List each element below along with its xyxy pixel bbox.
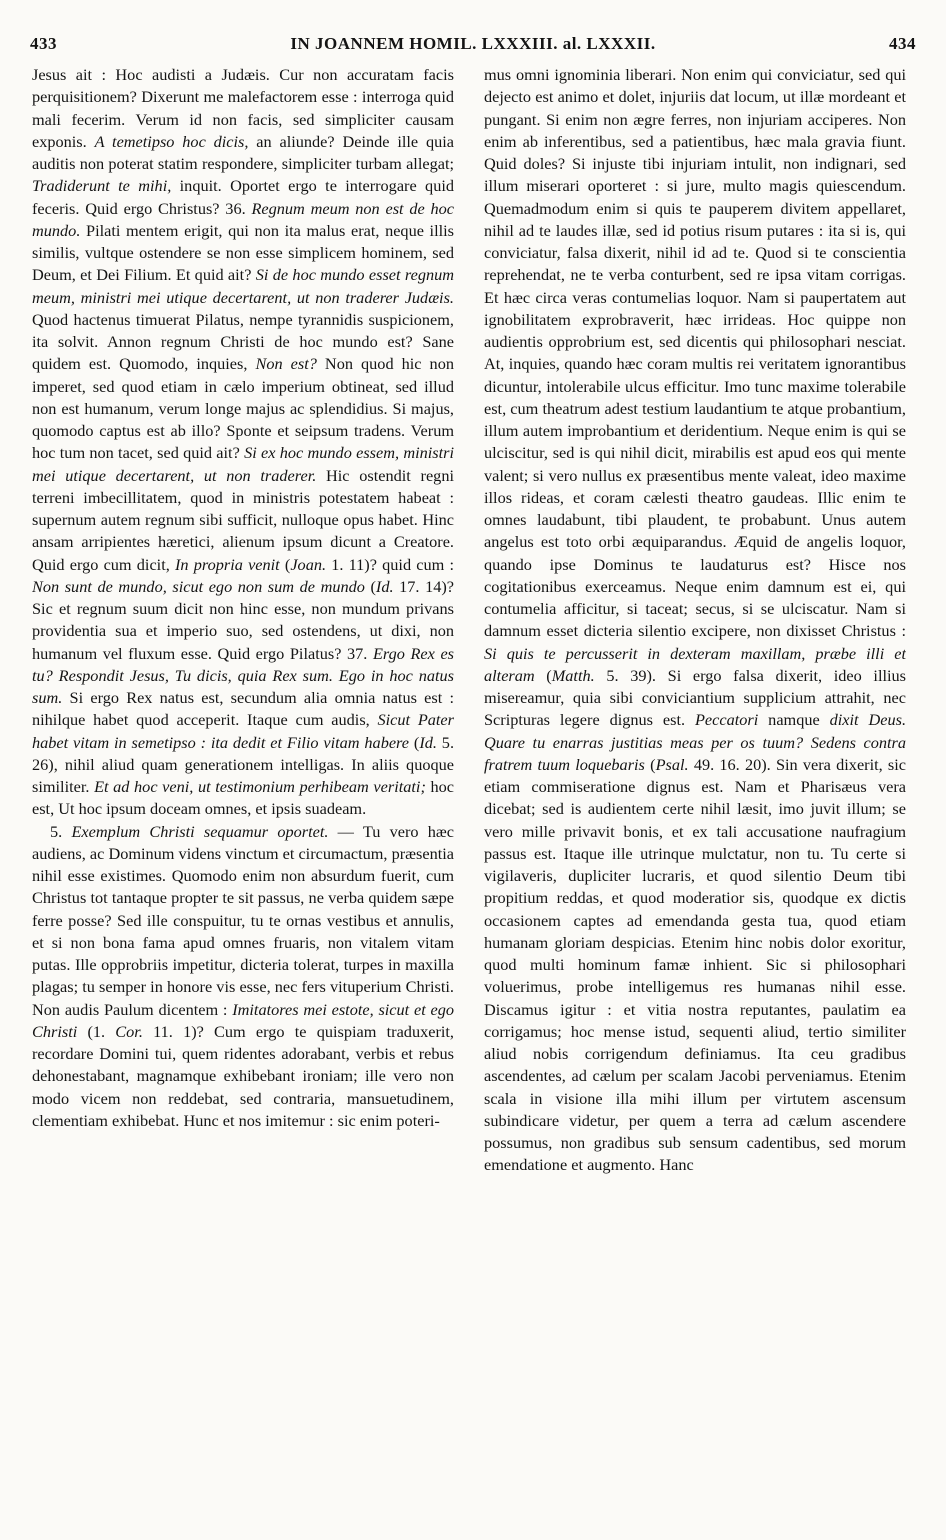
italic-run: A temetipso hoc dicis, [94,131,249,151]
text-run: (1. [77,1021,116,1041]
text-run: ( [534,665,552,685]
text-run: inquit. Oportet ergo te interrogare quid feceris. Quid ergo Christus? 36. [32,176,454,218]
paragraph [32,64,454,821]
text-run: Pilati mentem erigit, qui non ita malus erat, neque illis similis, vultque ostendere se non esse simplicem hominem, sed Deum, et Dei Filium. Et quid ait? [32,220,454,285]
left-column [32,64,454,1524]
italic-run: Non est? [255,354,317,374]
paragraph [32,821,454,1133]
italic-run: Exemplum Christi sequamur oportet. [71,821,329,841]
text-run: 5. [50,821,72,841]
running-header [30,34,916,64]
text-run: Hic ostendit regni terreni imbecillitatem, quod in ministris potestatem habeat : supernum autem regnum sibi sufficit, nulloque opus habet. Hinc ansam arripientes hæretici, alienum ipsum dicunt a Creatore. Quid ergo cum dicit, [32,465,454,574]
text-run: — Tu vero hæc audiens, ac Dominum videns vinctum et circumactum, præsentia nihil esse existimes. Quomodo enim non absurdum fuerit, cum Christus tot tantaque propter te sit passus, ne verba quidem sæpe ferre posse? Sed ille conspuitur, tu te ornas vestibus et annulis, et si non bona fama apud omnes fruaris, non vitalem vitam putas. Ille opprobriis impetitur, dicteria tolerat, turpes in maxilla plagas; tu semper in honore vis esse, nec fers vituperium Christi. Non audis Paulum dicentem : [32,821,454,1019]
text-run: 5. 26), nihil aliud quam generationem intelligas. In aliis quoque similiter. [32,732,454,796]
italic-run: Matth. [551,665,595,685]
italic-run: Imitatores mei estote, sicut et ego Christi [32,999,454,1041]
italic-run: Et ad hoc veni, ut testimonium perhibeam veritati; [94,777,426,796]
text-run: Si ergo Rex natus est, secundum alia omnia natus est : nihilque habet quod acceperit. Itaque cum audis, [32,688,454,730]
italic-run: Ergo Rex es tu? Respondit Jesus, Tu dicis, quia Rex sum. Ego in hoc natus sum. [32,643,454,707]
italic-run: Psal. [655,754,689,774]
running-title: IN JOANNEM HOMIL. LXXXIII. al. LXXXII. [290,34,656,53]
text-run: 49. 16. 20). Sin vera dixerit, sic etiam commiseratione dignus est. Nam et Pharisæus vera dicebat; sed is audientem certe nihil læsit, imo juvit illum; se vero mille privavit bonis, et ex tali accusatione naufragium passus est. Itaque ille utrinque mulctatur, non tu. Tu certe si vigilaveris, dupliciter lucraris, et quod silentio Deum tibi propitium reddas, et quod moderatior sis, quodque ex dictis occasionem captes ad emendanda gesta tua, quod etiam humanam gloriam despicias. Etenim hinc nobis dolor exoritur, quod multi hominum famæ inhient. Sic si philosophari voluerimus, probe intelligemus res humanas nihil esse. Discamus igitur : et vitia nostra reputantes, paulatim ea corrigamus; hoc mense istud, sequenti aliud, tertio similiter aliud nobis corrigendum definiamus. Ita ceu gradibus ascendentes, ad cælum per scalam Jacobi perveniamus. Etenim scala in visione illa mihi illum per virtutem ascensum subindicare videtur, per quem a terra ad cælum ascendere possumus, non gradibus sub sensum cadentibus, sed morum emendatione et augmento. Hanc [484,754,906,1175]
italic-run: Tradiderunt te mihi, [32,176,172,196]
italic-run: Joan. [290,554,327,574]
italic-run: Sicut Pater habet vitam in semetipso : ita dedit et Filio vitam habere [32,710,454,752]
text-run: mus omni ignominia liberari. Non enim qui conviciatur, sed qui dejecto est animo et dolet, injuriis dat locum, ut illæ mordeant et pungant. Si enim non ægre ferres, non injuriam acciperes. Non enim ab inferentibus, sed a patientibus, hæc mala gravia fiunt. Quid doles? Si injuste tibi injuriam intulit, non indignari, sed illum miserari oporteret : si jure, multo magis quiescendum. Quemadmodum enim si quis te pauperem divitem appellaret, nihil ad te laudes illæ, sed id potius risum putares : ita si is, qui conviciatur, falsa dixerit, nihil id ad te. Quod si te conscientia reprehendat, ne te verba conturbent, sed re ipsa vitam corrigas. Et hæc circa veras contumelias loquor. Nam si paupertatem aut ignobilitatem exprobraverit, hæc irrideas. Hoc quippe non audientis opprobrium est, sed dicentis qui philosophari nesciat. At, inquies, quando hæc coram multis rei veritatem ignorantibus dicuntur, intolerabile ulcus efficitur. Imo tunc maxime tolerabile est, cum theatrum adest testium laudantium te atque probantium, illum autem improbantium et deridentium. Neque enim is qui se ulciscitur, sed is qui nihil dicit, mirabilis est apud eos qui mente valent; si vero nullus ex præsentibus mente valeat, ideo maxime illos rideas, et coram cælesti theatro gaudeas. Illic enim te omnes laudabunt, tibi plaudent, te probabunt. Unus autem angelus est toto orbi æquiparandus. Æquid de angelis loquor, quando ipse Dominus te laudaturus est? Hisce nos cogitationibus exerceamus. Neque enim damnum est ei, qui contumelia afficitur, si taceat; secus, si se ulciscatur. Nam si damnum esset dicteria silentio excipere, non dixisset Christus : [484,65,906,641]
page-number-right: 434 [889,34,916,53]
text-run: Non quod hic non imperet, sed quod etiam in cælo imperium obtineat, sed illud non est humanum, verum longe majus ac splendidius. Si majus, quomodo captus est ab illo? Sponte et seipsum tradens. Verum hoc tum non tacet, sed quid ait? [32,354,454,463]
italic-run: Id. [375,576,394,596]
text-run: ( [364,576,376,596]
text-run: namque [758,710,830,730]
text-run: 11. 1)? Cum ergo te quispiam traduxerit, recordare Domini tui, quem ridentes adorabant, verbis et rebus dehonestabant, magnamque exhibebant ironiam; ille vero non modo vicem non reddebat, sed contraria, mansuetudinem, clementiam exhibebat. Hunc et nos imitemur : sic enim poteri- [32,1021,454,1130]
italic-run: Cor. [115,1021,143,1041]
text-run: Quod hactenus timuerat Pilatus, nempe tyrannidis suspicionem, ita solvit. Annon regnum Christi de hoc mundo est? Sane quidem est. Quomodo, inquies, [32,309,454,374]
right-column [484,64,906,1524]
italic-run: Regnum meum non est de hoc mundo. [32,198,454,240]
italic-run: In propria venit [174,554,280,574]
italic-run: Non sunt de mundo, sicut ego non sum de mundo [32,576,365,596]
text-run: ( [409,732,420,752]
page-number-left: 433 [30,34,57,53]
italic-run: Si quis te percusserit in dexteram maxillam, præbe illi et alteram [484,643,906,685]
italic-run: Id. [419,732,437,752]
text-run: 5. 39). Si ergo falsa dixerit, ideo illius misereamur, quia sibi conviciantium supplicium attrahit, nec Scripturas legere dignus est. [484,665,906,730]
italic-run: Si ex hoc mundo essem, ministri mei utique decertarent, ut non traderer. [32,443,454,485]
text-run: ( [279,554,291,574]
text-run: Jesus ait : Hoc audisti a Judæis. Cur non accuratam facis perquisitionem? Dixerunt me malefactorem esse : interroga quid mali fecerim. Verum id non facis, sed simpliciter causam exponis. [32,65,454,151]
italic-run: Peccatori [694,710,759,730]
text-run: 17. 14)? Sic et regnum suum dicit non hinc esse, non mundum privans providentia sua et imperio suo, sed ostendens, ut dixi, non humanum vel fluxum esse. Quid ergo Pilatus? 37. [32,576,454,663]
italic-run: Si de hoc mundo esset regnum meum, ministri mei utique decertarent, ut non traderer Judæis. [32,265,454,307]
paragraph [484,64,906,1177]
text-run: an aliunde? Deinde ille quia auditis non poterat statim respondere, simpliciter turbam allegat; [32,131,454,173]
text-run: 1. 11)? quid cum : [326,554,454,574]
text-run: hoc est, Ut hoc ipsum doceam omnes, et ipsis suadeam. [32,777,454,819]
text-run: ( [644,754,656,774]
italic-run: dixit Deus. Quare tu enarras justitias meas per os tuum? Sedens contra fratrem tuum loquebaris [484,710,906,774]
